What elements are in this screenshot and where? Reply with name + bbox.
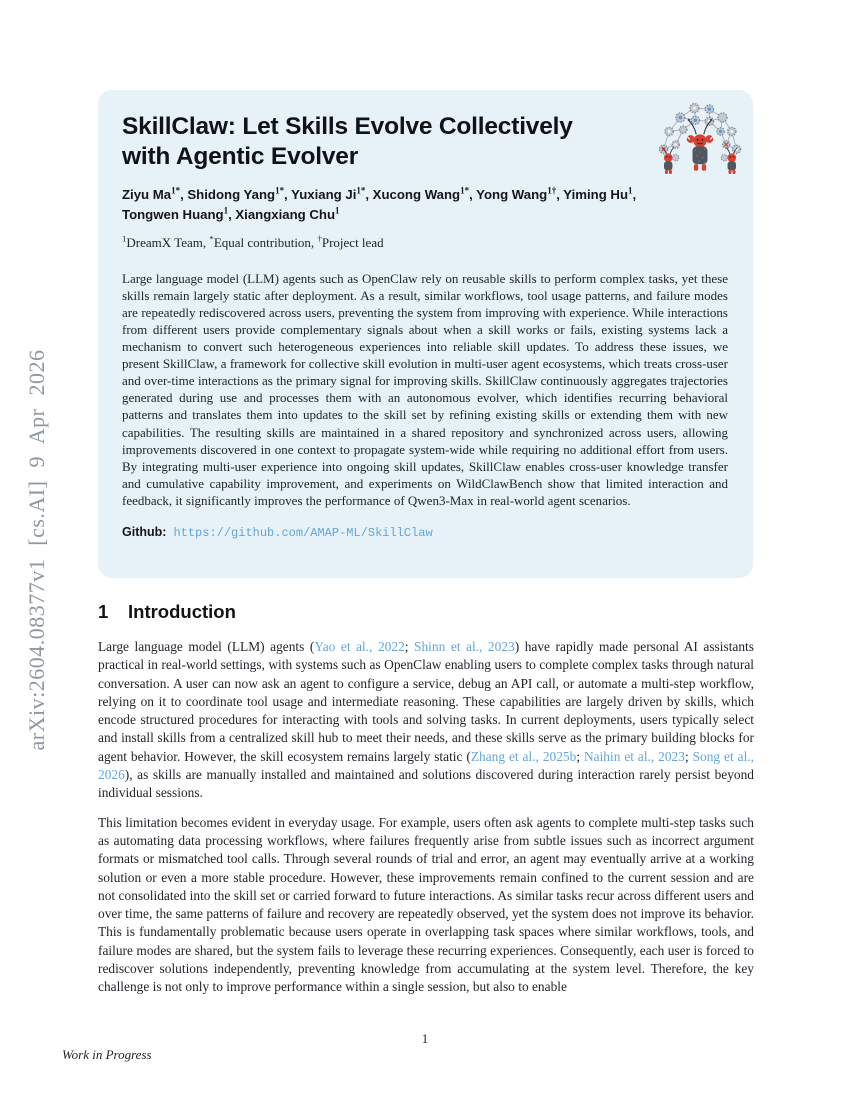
paper-title-line1: SkillClaw: Let Skills Evolve Collectively: [122, 113, 573, 140]
body-column: [98, 638, 754, 997]
author-name: Ziyu Ma: [122, 186, 172, 202]
lobster-center: [687, 119, 714, 171]
superscript-marker: 1: [122, 233, 127, 244]
intro-paragraph-2: This limitation becomes evident in everyday usage. For example, users often ask agents to complete multi-step tasks such as automating data processing workflows, where failures frequently arise from subtle issues such as incorrect argument formats or mismatched tool calls. Through several rounds of trial and error, an agent may eventually arrive at a working solution or even a more stable procedure. However, these improvements remain confined to the current session and are not consolidated into the skill set or carried forward to future interactions. As similar tasks recur across different users and over time, the same patterns of failure and recovery are repeatedly observed, yet the system does not improve its behavior. This is fundamentally problematic because users operate in overlapping task spaces where similar workflows, tools, and failure modes are shared, but the system fails to leverage these recurring experiences. Consequently, each user is forced to rediscover solutions independently, preventing knowledge from accumulating at the system level. Therefore, the key challenge is not only to improve performance within a single session, but also to enable: [98, 814, 754, 995]
section-heading-introduction: [98, 601, 236, 623]
author-superscript: 1: [335, 205, 340, 216]
author-name: Xiangxiang Chu: [235, 207, 336, 223]
page-number: 1: [421, 1031, 429, 1046]
citation-link[interactable]: Naihin et al., 2023: [583, 748, 685, 764]
author-superscript: 1*: [275, 185, 285, 196]
github-line: [122, 523, 728, 541]
section-title: Introduction: [128, 601, 236, 622]
citation-link[interactable]: Yao et al., 2022: [314, 639, 405, 654]
author-list: Ziyu $Ma^{1*}$, Shidong Yang$^{1*}$, Yuxiang $Ji^{1*}$, Xucong Wang$^{1*}$, Yong Wang$^{1\dagger}$, Yiming Hu$^1$, Tongwen Huang$^1$, Xiangxiang Chu$^1$: [122, 185, 637, 223]
github-link[interactable]: https://github.com/AMAP-ML/SkillClaw: [173, 525, 433, 540]
author-name: Shidong Yang: [187, 186, 276, 202]
author-name: Yiming Hu: [563, 186, 628, 202]
citation-link[interactable]: Shinn et al., 2023: [414, 639, 515, 654]
author-superscript: 1*: [460, 185, 470, 196]
header-box: [98, 90, 753, 578]
author-superscript: 1*: [356, 185, 366, 196]
lobster-gear-network-logo: [653, 96, 747, 182]
paper-title-line2: with Agentic Evolver: [122, 142, 359, 170]
superscript-marker: *: [209, 233, 214, 244]
github-label: Github:: [122, 524, 167, 539]
author-superscript: 1*: [171, 185, 181, 196]
intro-paragraph-1: Large language model (LLM) agents (Yao et al., 2022; Shinn et al., 2023) have rapidly made personal AI assistants practical in real-world settings, with systems such as OpenClaw enabling users to complete complex tasks through natural conversation. A user can now ask an agent to configure a service, debug an API call, or automate a multi-step workflow, relying on it to coordinate tool usage and intermediate reasoning. These capabilities are largely driven by skills, which encode structured procedures for interacting with tools and solving tasks. In current deployments, users typically select and install skills from a centralized skill hub to meet their needs, and these skills serve as the primary building blocks for agent behavior. However, the skill ecosystem remains largely static (Zhang et al., 2025b; Naihin et al., 2023; Song et al., 2026), as skills are manually installed and maintained and solutions discovered during interaction rarely persist beyond individual sessions.: [98, 639, 754, 801]
author-name: Yong Wang: [476, 186, 548, 202]
affiliation-line: $^1$DreamX Team, *Equal contribution, †Project lead: [122, 233, 384, 250]
author-superscript: 1†: [547, 185, 557, 196]
footer-note: Work in Progress: [62, 1047, 152, 1062]
author-name: Tongwen Huang: [122, 207, 224, 223]
author-name: Xucong Wang: [372, 186, 461, 202]
author-name: Yuxiang Ji: [291, 186, 357, 202]
citation-link[interactable]: Song et al., 2026: [98, 748, 754, 783]
arxiv-banner: arXiv:2604.08377v1 [cs.AI] 9 Apr 2026: [24, 349, 49, 751]
author-superscript: 1: [223, 205, 229, 216]
abstract-text: Large language model (LLM) agents such as OpenClaw rely on reusable skills to perform complex tasks, yet these skills remain largely static after deployment. As a result, similar workflows, tool usage patterns, and failure modes are repeatedly rediscovered across users, preventing the system from improving with experience. While interactions from different users provide complementary signals about when a skill works or fails, existing systems lack a mechanism to convert such heterogeneous experiences into reliable skill updates. To address these issues, we present SkillClaw, a framework for collective skill evolution in multi-user agent ecosystems, which treats cross-user and over-time interactions as the primary signal for improving skills. SkillClaw continuously aggregates trajectories generated during use and processes them with an autonomous evolver, which identifies recurring behavioral patterns and translates them into updates to the skill set by refining existing skills or extending them with new capabilities. The resulting skills are maintained in a shared repository and synchronized across users, allowing improvements discovered in one context to propagate system-wide while requiring no additional effort from users. By integrating multi-user experience into ongoing skill updates, SkillClaw enables cross-user knowledge transfer and cumulative capability improvement, and experiments on WildClawBench show that limited interaction and feedback, it significantly improves the performance of Qwen3-Max in real-world agent scenarios.: [122, 270, 728, 508]
lobster-right: [721, 147, 737, 174]
author-superscript: 1: [628, 185, 633, 196]
superscript-marker: †: [317, 233, 322, 244]
section-number: 1: [98, 601, 109, 622]
lobster-left: [663, 147, 679, 174]
paper-title: [122, 112, 662, 172]
citation-link[interactable]: Zhang et al., 2025b: [470, 748, 577, 764]
